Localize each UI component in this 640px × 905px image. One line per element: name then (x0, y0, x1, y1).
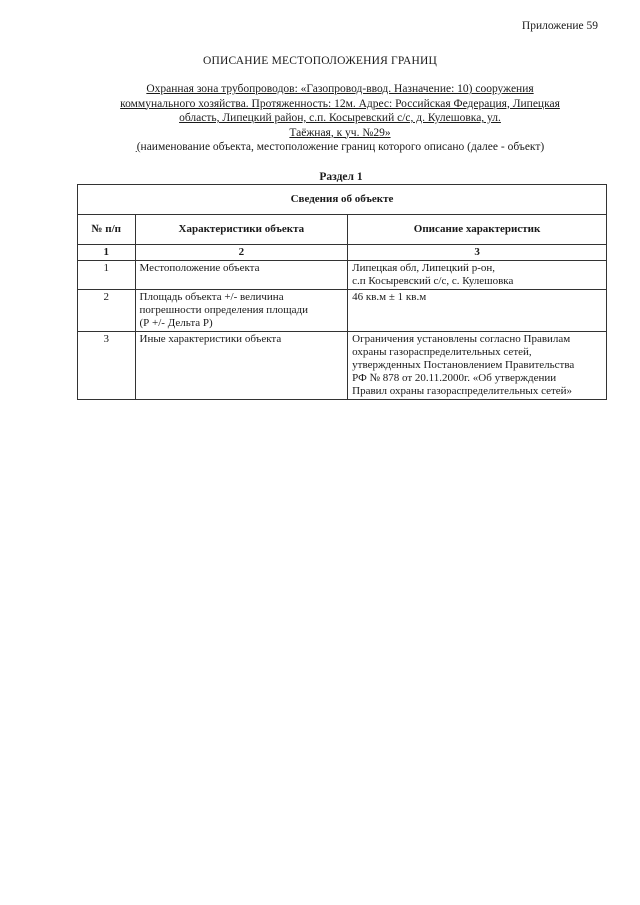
row-characteristic-line: Местоположение объекта (139, 262, 260, 274)
row-number: 1 (78, 261, 136, 290)
object-info-table (77, 184, 607, 400)
row-characteristic (135, 261, 348, 290)
table-header-row (78, 215, 607, 245)
row-characteristic-line: Иные характеристики объекта (139, 333, 282, 345)
row-description-line: Липецкая обл, Липецкий р-он, (352, 262, 495, 274)
column-header-characteristic: Характеристики объекта (135, 215, 348, 245)
row-characteristic (135, 290, 348, 332)
row-description-line: утвержденных Постановлением Правительства (352, 359, 575, 371)
appendix-label: Приложение 59 (521, 20, 598, 32)
row-description-line: Ограничения установлены согласно Правилам (352, 333, 571, 345)
column-header-description: Описание характеристик (348, 215, 607, 245)
row-description (348, 290, 607, 332)
object-caption-text: (наименование объекта, местоположение границ которого описано (далее - объект) (136, 141, 545, 153)
row-characteristic-line: погрешности определения площади (139, 304, 309, 316)
row-characteristic-line: Площадь объекта +/- величина (139, 291, 284, 303)
document-title: ОПИСАНИЕ МЕСТОПОЛОЖЕНИЯ ГРАНИЦ (202, 55, 438, 67)
column-header-number: № п/п (78, 215, 136, 245)
row-description-line: с.п Косыревский с/с, с. Кулешовка (352, 275, 514, 287)
object-line-4: Таёжная, к уч. №29» (289, 126, 391, 139)
row-description-line: 46 кв.м ± 1 кв.м (352, 291, 427, 303)
column-number-2: 2 (135, 245, 348, 261)
row-number: 2 (78, 290, 136, 332)
object-line-1: Охранная зона трубопроводов: «Газопровод-ввод. Назначение: 10) сооружения (146, 83, 534, 95)
row-number: 3 (78, 332, 136, 400)
table-row (78, 332, 607, 400)
table-row (78, 290, 607, 332)
row-characteristic-line: (Р +/- Дельта Р) (139, 317, 213, 329)
row-description-line: РФ № 878 от 20.11.2000г. «Об утверждении (352, 372, 557, 384)
object-line-2: коммунального хозяйства. Протяженность: 12м. Адрес: Российская Федерация, Липецкая (120, 97, 560, 110)
column-number-3: 3 (348, 245, 607, 261)
object-line-3: область, Липецкий район, с.п. Косыревский с/с, д. Кулешовка, ул. (179, 112, 501, 124)
object-caption (80, 140, 600, 155)
table-row (78, 261, 607, 290)
section-title: Раздел 1 (319, 171, 363, 183)
table-column-number-row (78, 245, 607, 261)
column-number-1: 1 (78, 245, 136, 261)
table-caption: Сведения об объекте (78, 185, 607, 215)
object-description (80, 82, 600, 155)
row-description-line: охраны газораспределительных сетей, (352, 346, 532, 358)
row-description (348, 261, 607, 290)
row-characteristic (135, 332, 348, 400)
table-caption-row (78, 185, 607, 215)
row-description-line: Правил охраны газораспределительных сетей» (352, 385, 573, 397)
row-description (348, 332, 607, 400)
